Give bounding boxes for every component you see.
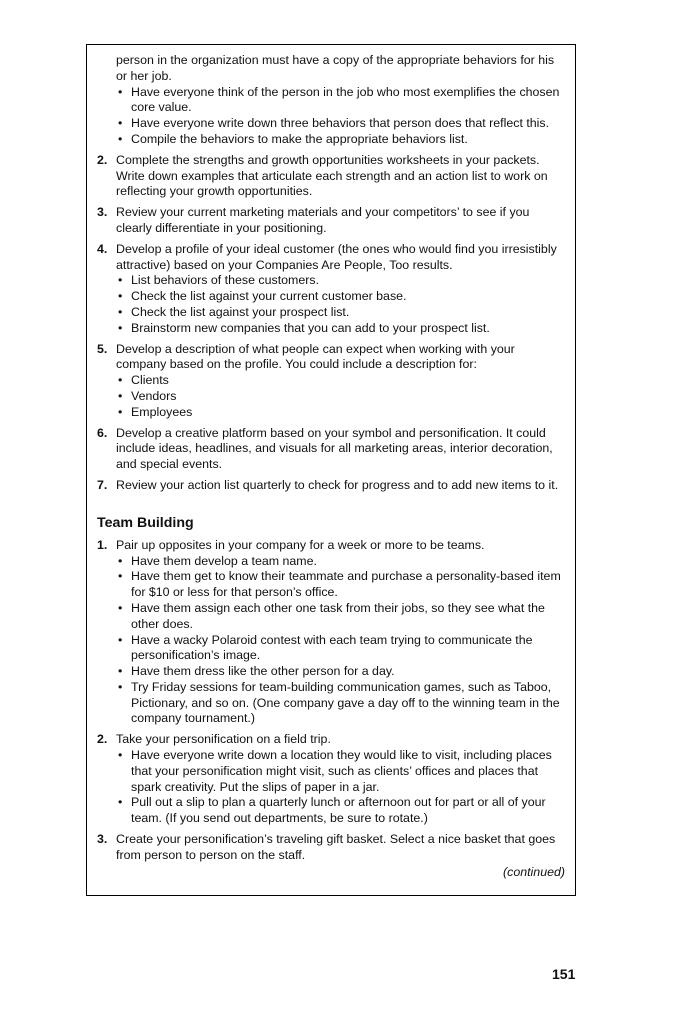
item-number: 5. <box>97 341 108 356</box>
item-number: 3. <box>97 205 108 220</box>
list-item: • Have a wacky Polaroid contest with each team trying to communicate the personification’s image. <box>116 633 565 665</box>
intro-block <box>97 53 565 148</box>
numbered-item <box>97 242 565 337</box>
item-number: 1. <box>97 537 108 552</box>
numbered-item <box>97 426 565 473</box>
intro-bullets <box>116 85 565 148</box>
list-item: • Try Friday sessions for team-building communication games, such as Taboo, Pictionary, and so on. (One company gave a day off to the winning team in the company tournament.) <box>116 680 565 727</box>
list-item: • Have everyone write down three behaviors that person does that reflect this. <box>116 116 565 132</box>
list-item: • Check the list against your prospect list. <box>116 305 565 321</box>
numbered-item <box>97 538 565 728</box>
list-item: • Check the list against your current customer base. <box>116 289 565 305</box>
item-number: 3. <box>97 832 108 847</box>
numbered-item <box>97 342 565 421</box>
numbered-item <box>97 205 565 237</box>
numbered-item <box>97 832 565 864</box>
list-item: • Pull out a slip to plan a quarterly lunch or afternoon out for part or all of your team. (If you send out departments, be sure to rotate.) <box>116 795 565 827</box>
item-number: 7. <box>97 477 108 492</box>
item-text: Develop a description of what people can expect when working with your company based on the profile. You could include a description for: <box>116 341 515 372</box>
list-item: • Have everyone write down a location they would like to visit, including places that your personification might visit, such as clients’ offices and places that spark creativity. Put the slips of paper in a jar. <box>116 748 565 795</box>
numbered-list-2 <box>97 538 565 864</box>
numbered-list-1 <box>97 153 565 494</box>
list-item: • Brainstorm new companies that you can add to your prospect list. <box>116 321 565 337</box>
item-text: Review your current marketing materials and your competitors’ to see if you clearly differentiate in your positioning. <box>116 205 530 235</box>
numbered-item <box>97 478 565 494</box>
list-item: • Have them dress like the other person for a day. <box>116 664 565 680</box>
continued-label: (continued) <box>503 864 565 879</box>
list-item: • Vendors <box>116 389 565 405</box>
list-item: • Have them assign each other one task from their jobs, so they see what the other does. <box>116 601 565 633</box>
item-text: Develop a profile of your ideal customer (the ones who would find you irresistibly attractive) based on your Companies Are People, Too results. <box>116 241 557 272</box>
item-text: Review your action list quarterly to check for progress and to add new items to it. <box>116 477 559 492</box>
item-text: Complete the strengths and growth opportunities worksheets in your packets. Write down examples that articulate each strength and an action list to work on reflecting your growth opportunities. <box>116 152 548 199</box>
item-text: Pair up opposites in your company for a week or more to be teams. <box>116 537 485 552</box>
list-item: • Have everyone think of the person in the job who most exemplifies the chosen core value. <box>116 85 565 117</box>
list-item: • Employees <box>116 405 565 421</box>
item-text: Develop a creative platform based on your symbol and personification. It could include ideas, headlines, and visuals for all marketing areas, interior decoration, and special events. <box>116 425 553 472</box>
numbered-item <box>97 153 565 200</box>
item-text: Create your personification’s traveling gift basket. Select a nice basket that goes from person to person on the staff. <box>116 832 556 862</box>
content-box <box>86 44 576 896</box>
list-item: • Have them get to know their teammate and purchase a personality-based item for $10 or less for that person’s office. <box>116 569 565 601</box>
item-number: 2. <box>97 152 108 167</box>
list-item: • Compile the behaviors to make the appropriate behaviors list. <box>116 132 565 148</box>
numbered-item <box>97 732 565 827</box>
item-number: 2. <box>97 732 108 747</box>
item-text: Take your personification on a field trip. <box>116 732 331 747</box>
list-item: • List behaviors of these customers. <box>116 273 565 289</box>
section-heading: Team Building <box>97 514 194 531</box>
intro-text: person in the organization must have a copy of the appropriate behaviors for his or her job. <box>116 53 555 83</box>
item-number: 6. <box>97 425 108 440</box>
page-number: 151 <box>552 966 576 982</box>
list-item: • Clients <box>116 373 565 389</box>
list-item: • Have them develop a team name. <box>116 554 565 570</box>
item-number: 4. <box>97 241 108 256</box>
